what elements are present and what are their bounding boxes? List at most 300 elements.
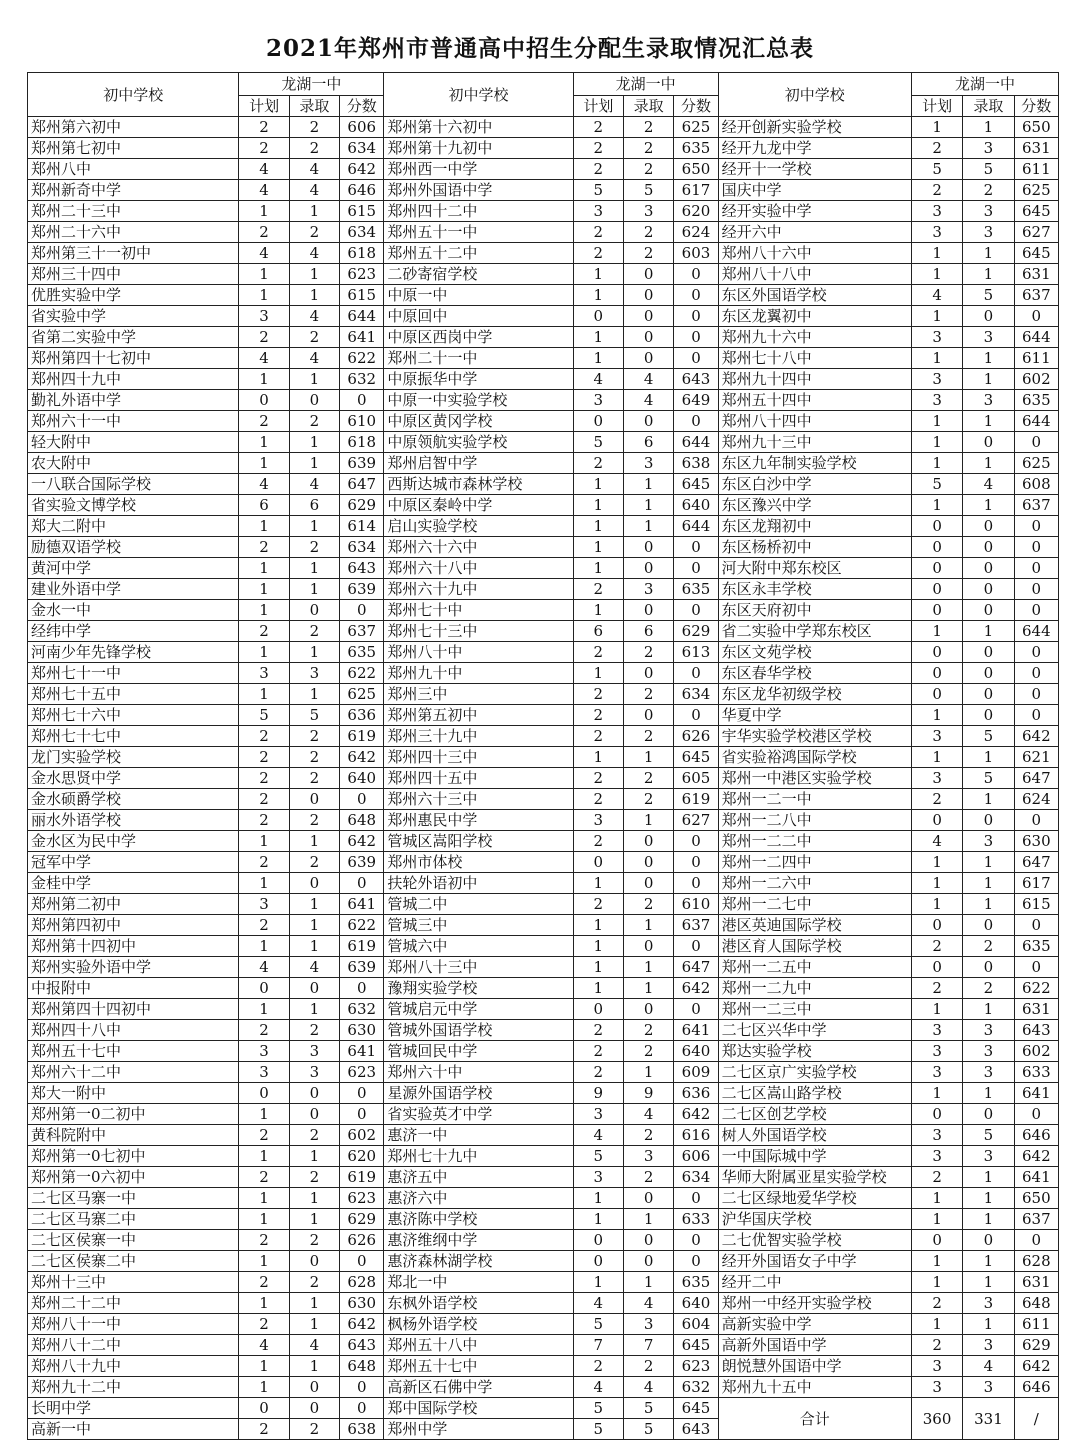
col2-school-cell: 东枫外语学校 — [384, 1293, 573, 1314]
col3-school-cell: 郑州一二六中 — [718, 873, 911, 894]
col2-school-cell: 中原领航实验学校 — [384, 432, 573, 453]
col3-admit-cell: 5 — [963, 726, 1014, 747]
col3-admit-cell: 1 — [963, 1314, 1014, 1335]
col2-plan-cell: 2 — [573, 579, 623, 600]
col2-admit-cell: 2 — [623, 1356, 673, 1377]
col1-admit-cell: 4 — [289, 159, 339, 180]
col3-admit-cell: 3 — [963, 390, 1014, 411]
col1-plan-cell: 2 — [239, 768, 289, 789]
col1-school-cell: 农大附中 — [28, 453, 239, 474]
col2-admit-cell: 2 — [623, 222, 673, 243]
table-row — [28, 621, 1059, 642]
col2-school-cell: 郑州中学 — [384, 1419, 573, 1440]
table-row — [28, 1356, 1059, 1377]
col3-plan-cell: 1 — [911, 411, 962, 432]
col2-score-cell: 0 — [674, 1251, 718, 1272]
col2-admit-cell: 0 — [623, 537, 673, 558]
col1-plan-cell: 4 — [239, 348, 289, 369]
col3-school-cell: 二七优智实验学校 — [718, 1230, 911, 1251]
table-row — [28, 894, 1059, 915]
col1-score-cell: 625 — [340, 684, 384, 705]
page-title: 2021年郑州市普通高中招生分配生录取情况汇总表 — [265, 35, 814, 62]
col2-plan-cell: 1 — [573, 264, 623, 285]
table-row — [28, 306, 1059, 327]
total-admit: 331 — [963, 1398, 1014, 1440]
col2-score-cell: 641 — [674, 1020, 718, 1041]
col2-school-cell: 惠济陈中学校 — [384, 1209, 573, 1230]
col3-plan-cell: 3 — [911, 222, 962, 243]
col1-admit-cell: 3 — [289, 663, 339, 684]
col2-school-cell: 郑州六十九中 — [384, 579, 573, 600]
table-row — [28, 264, 1059, 285]
col3-score-cell: 647 — [1014, 768, 1058, 789]
col1-plan-cell: 2 — [239, 726, 289, 747]
col1-admit-cell: 1 — [289, 579, 339, 600]
col3-school-cell: 郑州七十八中 — [718, 348, 911, 369]
col1-school-cell: 省第二实验中学 — [28, 327, 239, 348]
col3-plan-cell: 1 — [911, 117, 962, 138]
col1-school-cell: 金水区为民中学 — [28, 831, 239, 852]
col2-plan-cell: 1 — [573, 663, 623, 684]
col1-school-cell: 郑州八十二中 — [28, 1335, 239, 1356]
col1-plan-cell: 2 — [239, 117, 289, 138]
col3-plan-cell: 3 — [911, 768, 962, 789]
col1-score-cell: 642 — [340, 159, 384, 180]
col2-admit-cell: 4 — [623, 390, 673, 411]
col2-school-cell: 二砂寄宿学校 — [384, 264, 573, 285]
col3-admit-cell: 1 — [963, 453, 1014, 474]
col2-score-cell: 606 — [674, 1146, 718, 1167]
col3-score-cell: 0 — [1014, 516, 1058, 537]
col3-plan-cell: 2 — [911, 936, 962, 957]
col1-school-cell: 郑州八十一中 — [28, 1314, 239, 1335]
col1-admit-cell: 1 — [289, 369, 339, 390]
col2-school-cell: 郑州启智中学 — [384, 453, 573, 474]
col2-score-cell: 0 — [674, 936, 718, 957]
table-row — [28, 159, 1059, 180]
col1-school-cell: 郑州第四初中 — [28, 915, 239, 936]
total-label: 合计 — [718, 1398, 911, 1440]
col1-school-header: 初中学校 — [28, 73, 239, 117]
col2-plan-cell: 5 — [573, 1398, 623, 1419]
col3-plan-cell: 0 — [911, 579, 962, 600]
col3-plan-cell: 4 — [911, 285, 962, 306]
col3-admit-cell: 3 — [963, 201, 1014, 222]
col2-score-cell: 0 — [674, 999, 718, 1020]
col1-school-cell: 励德双语学校 — [28, 537, 239, 558]
col1-admit-cell: 1 — [289, 642, 339, 663]
col3-plan-cell: 1 — [911, 348, 962, 369]
col3-admit-cell: 0 — [963, 600, 1014, 621]
table-row — [28, 1314, 1059, 1335]
table-row — [28, 1062, 1059, 1083]
col1-score-cell: 646 — [340, 180, 384, 201]
col3-school-cell: 郑州八十八中 — [718, 264, 911, 285]
col3-school-cell: 国庆中学 — [718, 180, 911, 201]
col2-admit-cell: 0 — [623, 306, 673, 327]
col3-school-cell: 郑达实验学校 — [718, 1041, 911, 1062]
col3-school-cell: 郑州一二七中 — [718, 894, 911, 915]
col1-admit-cell: 4 — [289, 1335, 339, 1356]
col3-score-cell: 628 — [1014, 1251, 1058, 1272]
col1-admit-cell: 0 — [289, 1083, 339, 1104]
col2-school-cell: 管城六中 — [384, 936, 573, 957]
col1-score-cell: 615 — [340, 285, 384, 306]
col3-plan-cell: 1 — [911, 621, 962, 642]
col2-plan-cell: 1 — [573, 327, 623, 348]
col2-plan-cell: 2 — [573, 243, 623, 264]
col1-school-cell: 郑州第二初中 — [28, 894, 239, 915]
col2-school-cell: 郑州七十九中 — [384, 1146, 573, 1167]
col1-admit-cell: 0 — [289, 978, 339, 999]
col2-admit-cell: 0 — [623, 600, 673, 621]
col1-school-cell: 郑州第六初中 — [28, 117, 239, 138]
col1-school-cell: 郑州第三十一初中 — [28, 243, 239, 264]
col2-score-cell: 0 — [674, 1230, 718, 1251]
col1-plan-cell: 1 — [239, 936, 289, 957]
table-row — [28, 705, 1059, 726]
col1-admit-cell: 2 — [289, 747, 339, 768]
col3-admit-cell: 3 — [963, 1335, 1014, 1356]
col3-score-cell: 637 — [1014, 285, 1058, 306]
col3-score-cell: 642 — [1014, 1356, 1058, 1377]
table-row — [28, 663, 1059, 684]
col3-school-cell: 东区九年制实验学校 — [718, 453, 911, 474]
col1-plan-cell: 1 — [239, 516, 289, 537]
col3-school-cell: 郑州九十三中 — [718, 432, 911, 453]
col2-score-header: 分数 — [674, 96, 718, 117]
col1-admit-cell: 0 — [289, 390, 339, 411]
col1-school-cell: 郑州二十二中 — [28, 1293, 239, 1314]
col1-school-cell: 轻大附中 — [28, 432, 239, 453]
col1-admit-cell: 4 — [289, 957, 339, 978]
col1-plan-cell: 1 — [239, 201, 289, 222]
col1-plan-cell: 2 — [239, 1230, 289, 1251]
col1-school-cell: 优胜实验中学 — [28, 285, 239, 306]
col1-plan-cell: 2 — [239, 222, 289, 243]
col2-school-cell: 中原回中 — [384, 306, 573, 327]
col1-admit-cell: 2 — [289, 1272, 339, 1293]
col3-plan-cell: 2 — [911, 1335, 962, 1356]
col1-admit-cell: 1 — [289, 1188, 339, 1209]
col3-school-cell: 经开九龙中学 — [718, 138, 911, 159]
col2-school-cell: 惠济一中 — [384, 1125, 573, 1146]
col2-plan-cell: 2 — [573, 1020, 623, 1041]
col2-score-cell: 627 — [674, 810, 718, 831]
col1-school-cell: 金桂中学 — [28, 873, 239, 894]
col3-score-cell: 0 — [1014, 432, 1058, 453]
col1-admit-cell: 1 — [289, 558, 339, 579]
col2-score-cell: 635 — [674, 579, 718, 600]
col1-plan-cell: 2 — [239, 1419, 289, 1440]
table-row — [28, 1041, 1059, 1062]
table-row — [28, 1335, 1059, 1356]
table-row — [28, 1377, 1059, 1398]
col3-score-cell: 631 — [1014, 999, 1058, 1020]
col3-plan-cell: 3 — [911, 1377, 962, 1398]
col1-school-cell: 省实验文博学校 — [28, 495, 239, 516]
col2-admit-cell: 0 — [623, 285, 673, 306]
col1-score-cell: 623 — [340, 1062, 384, 1083]
col2-score-cell: 0 — [674, 831, 718, 852]
col1-admit-cell: 1 — [289, 1356, 339, 1377]
col2-plan-cell: 5 — [573, 1314, 623, 1335]
col1-score-cell: 618 — [340, 432, 384, 453]
col1-admit-cell: 1 — [289, 831, 339, 852]
col3-plan-cell: 1 — [911, 747, 962, 768]
col3-school-cell: 郑州一二一中 — [718, 789, 911, 810]
col3-school-cell: 经开六中 — [718, 222, 911, 243]
col3-admit-cell: 4 — [963, 1356, 1014, 1377]
col3-score-cell: 627 — [1014, 222, 1058, 243]
col1-score-cell: 630 — [340, 1293, 384, 1314]
col1-admit-cell: 1 — [289, 1146, 339, 1167]
col2-school-cell: 郑北一中 — [384, 1272, 573, 1293]
col1-school-cell: 郑州四十九中 — [28, 369, 239, 390]
col1-score-cell: 634 — [340, 138, 384, 159]
col2-admit-cell: 3 — [623, 201, 673, 222]
col1-admit-cell: 1 — [289, 201, 339, 222]
table-row — [28, 117, 1059, 138]
col1-school-cell: 郑州十三中 — [28, 1272, 239, 1293]
col3-school-cell: 东区龙翔初中 — [718, 516, 911, 537]
col1-school-cell: 郑州七十七中 — [28, 726, 239, 747]
table-row — [28, 432, 1059, 453]
col1-admit-cell: 1 — [289, 999, 339, 1020]
col3-admit-cell: 1 — [963, 1083, 1014, 1104]
col3-school-cell: 经开二中 — [718, 1272, 911, 1293]
col3-admit-cell: 0 — [963, 537, 1014, 558]
col1-admit-cell: 0 — [289, 873, 339, 894]
col1-school-cell: 郑州五十七中 — [28, 1041, 239, 1062]
col1-admit-cell: 4 — [289, 243, 339, 264]
col3-school-cell: 二七区创艺学校 — [718, 1104, 911, 1125]
col3-plan-cell: 0 — [911, 1104, 962, 1125]
col2-school-cell: 管城启元中学 — [384, 999, 573, 1020]
col1-score-cell: 602 — [340, 1125, 384, 1146]
col1-score-cell: 637 — [340, 621, 384, 642]
col2-score-cell: 0 — [674, 327, 718, 348]
col3-admit-cell: 0 — [963, 432, 1014, 453]
col3-score-cell: 648 — [1014, 1293, 1058, 1314]
col2-admit-cell: 0 — [623, 1230, 673, 1251]
col3-admit-cell: 2 — [963, 180, 1014, 201]
table-body — [28, 117, 1059, 1440]
table-row — [28, 369, 1059, 390]
col2-score-cell: 620 — [674, 201, 718, 222]
col2-school-cell: 中原一中实验学校 — [384, 390, 573, 411]
col1-admit-cell: 2 — [289, 1419, 339, 1440]
col3-admit-cell: 1 — [963, 852, 1014, 873]
col3-plan-cell: 1 — [911, 894, 962, 915]
col3-group-header: 龙湖一中 — [911, 73, 1058, 96]
col1-admit-cell: 4 — [289, 306, 339, 327]
col2-plan-cell: 3 — [573, 1167, 623, 1188]
col1-admit-cell: 4 — [289, 180, 339, 201]
col2-plan-cell: 2 — [573, 789, 623, 810]
col3-admit-cell: 5 — [963, 1125, 1014, 1146]
col2-school-cell: 惠济六中 — [384, 1188, 573, 1209]
col3-plan-cell: 0 — [911, 600, 962, 621]
col2-admit-cell: 0 — [623, 1188, 673, 1209]
table-row — [28, 390, 1059, 411]
col1-school-cell: 郑州四十八中 — [28, 1020, 239, 1041]
col1-admit-cell: 2 — [289, 1125, 339, 1146]
col3-admit-cell: 0 — [963, 558, 1014, 579]
table-row — [28, 1272, 1059, 1293]
table-row — [28, 1083, 1059, 1104]
col1-score-cell: 634 — [340, 222, 384, 243]
col1-plan-cell: 3 — [239, 1041, 289, 1062]
col2-plan-cell: 2 — [573, 1041, 623, 1062]
col2-school-cell: 郑州九十中 — [384, 663, 573, 684]
col3-score-cell: 644 — [1014, 411, 1058, 432]
col3-school-cell: 经开实验中学 — [718, 201, 911, 222]
col3-score-cell: 644 — [1014, 621, 1058, 642]
col2-plan-cell: 2 — [573, 453, 623, 474]
table-row — [28, 180, 1059, 201]
col3-score-header: 分数 — [1014, 96, 1058, 117]
col1-school-cell: 郑州八十九中 — [28, 1356, 239, 1377]
col1-score-cell: 642 — [340, 831, 384, 852]
col1-admit-cell: 1 — [289, 1293, 339, 1314]
col3-school-cell: 省实验裕鸿国际学校 — [718, 747, 911, 768]
col1-score-cell: 634 — [340, 537, 384, 558]
col1-school-cell: 一八联合国际学校 — [28, 474, 239, 495]
col3-admit-cell: 1 — [963, 1272, 1014, 1293]
col1-school-cell: 黄科院附中 — [28, 1125, 239, 1146]
col3-admit-cell: 0 — [963, 306, 1014, 327]
col2-score-cell: 0 — [674, 663, 718, 684]
col1-score-cell: 635 — [340, 642, 384, 663]
col3-school-cell: 港区英迪国际学校 — [718, 915, 911, 936]
col2-admit-cell: 2 — [623, 726, 673, 747]
col1-school-cell: 郑州三十四中 — [28, 264, 239, 285]
table-row — [28, 831, 1059, 852]
col1-admit-cell: 2 — [289, 852, 339, 873]
col1-school-cell: 二七区马寨一中 — [28, 1188, 239, 1209]
col2-school-cell: 郑州六十中 — [384, 1062, 573, 1083]
col1-plan-cell: 1 — [239, 642, 289, 663]
col3-plan-cell: 1 — [911, 1314, 962, 1335]
col3-score-cell: 641 — [1014, 1167, 1058, 1188]
table-row — [28, 999, 1059, 1020]
table-row — [28, 789, 1059, 810]
col1-admit-cell: 1 — [289, 432, 339, 453]
col3-school-cell: 郑州一二四中 — [718, 852, 911, 873]
col3-score-cell: 625 — [1014, 180, 1058, 201]
col3-plan-cell: 1 — [911, 1251, 962, 1272]
col3-admit-cell: 5 — [963, 159, 1014, 180]
col3-plan-header: 计划 — [911, 96, 962, 117]
col2-school-cell: 郑中国际学校 — [384, 1398, 573, 1419]
col2-admit-cell: 3 — [623, 1314, 673, 1335]
col3-plan-cell: 0 — [911, 684, 962, 705]
col2-admit-cell: 2 — [623, 642, 673, 663]
col3-plan-cell: 1 — [911, 873, 962, 894]
col2-admit-cell: 0 — [623, 705, 673, 726]
col1-school-cell: 郑州七十一中 — [28, 663, 239, 684]
col2-plan-cell: 1 — [573, 285, 623, 306]
col2-school-cell: 郑州六十三中 — [384, 789, 573, 810]
col2-school-cell: 郑州惠民中学 — [384, 810, 573, 831]
col2-school-cell: 中原振华中学 — [384, 369, 573, 390]
col3-school-cell: 一中国际城中学 — [718, 1146, 911, 1167]
col2-school-cell: 郑州七十中 — [384, 600, 573, 621]
col2-score-cell: 0 — [674, 285, 718, 306]
col1-admit-cell: 2 — [289, 138, 339, 159]
col3-school-cell: 郑州一二八中 — [718, 810, 911, 831]
col3-score-cell: 602 — [1014, 1041, 1058, 1062]
table-row — [28, 348, 1059, 369]
col1-admit-cell: 2 — [289, 810, 339, 831]
col1-plan-cell: 3 — [239, 1062, 289, 1083]
col1-plan-cell: 2 — [239, 789, 289, 810]
col2-admit-cell: 5 — [623, 1398, 673, 1419]
col3-score-cell: 631 — [1014, 1272, 1058, 1293]
col1-admit-cell: 2 — [289, 621, 339, 642]
col2-score-cell: 609 — [674, 1062, 718, 1083]
col1-admit-cell: 2 — [289, 327, 339, 348]
table-row — [28, 978, 1059, 999]
col1-admit-cell: 2 — [289, 411, 339, 432]
col3-plan-cell: 0 — [911, 1230, 962, 1251]
col2-plan-cell: 0 — [573, 852, 623, 873]
col2-school-cell: 郑州六十八中 — [384, 558, 573, 579]
col2-plan-cell: 1 — [573, 873, 623, 894]
col3-admit-cell: 0 — [963, 1230, 1014, 1251]
col2-plan-cell: 2 — [573, 1356, 623, 1377]
table-row — [28, 201, 1059, 222]
col3-admit-cell: 0 — [963, 579, 1014, 600]
col2-plan-cell: 2 — [573, 684, 623, 705]
col1-score-cell: 629 — [340, 495, 384, 516]
col2-school-cell: 郑州四十五中 — [384, 768, 573, 789]
col2-score-cell: 640 — [674, 1041, 718, 1062]
col1-plan-cell: 1 — [239, 453, 289, 474]
col3-score-cell: 631 — [1014, 264, 1058, 285]
col2-score-cell: 0 — [674, 600, 718, 621]
col2-admit-cell: 0 — [623, 411, 673, 432]
col1-plan-cell: 1 — [239, 1209, 289, 1230]
col2-plan-cell: 1 — [573, 1209, 623, 1230]
col2-score-cell: 0 — [674, 852, 718, 873]
col3-score-cell: 0 — [1014, 663, 1058, 684]
col1-score-cell: 0 — [340, 1083, 384, 1104]
col1-plan-cell: 4 — [239, 159, 289, 180]
col1-score-cell: 642 — [340, 1314, 384, 1335]
col2-school-cell: 中原区黄冈学校 — [384, 411, 573, 432]
col3-score-cell: 635 — [1014, 936, 1058, 957]
col1-school-cell: 郑大二附中 — [28, 516, 239, 537]
col1-score-cell: 648 — [340, 1356, 384, 1377]
col1-plan-cell: 4 — [239, 957, 289, 978]
col2-plan-cell: 7 — [573, 1335, 623, 1356]
col2-score-cell: 642 — [674, 1104, 718, 1125]
col2-school-cell: 管城区嵩阳学校 — [384, 831, 573, 852]
col1-admit-cell: 0 — [289, 1377, 339, 1398]
col3-school-cell: 郑州八十六中 — [718, 243, 911, 264]
col3-plan-cell: 0 — [911, 537, 962, 558]
col3-school-cell: 郑州九十六中 — [718, 327, 911, 348]
col2-score-cell: 605 — [674, 768, 718, 789]
col2-plan-cell: 2 — [573, 768, 623, 789]
col2-plan-cell: 2 — [573, 726, 623, 747]
col1-score-cell: 648 — [340, 810, 384, 831]
col2-score-cell: 0 — [674, 264, 718, 285]
col1-school-cell: 黄河中学 — [28, 558, 239, 579]
col2-plan-cell: 3 — [573, 1104, 623, 1125]
